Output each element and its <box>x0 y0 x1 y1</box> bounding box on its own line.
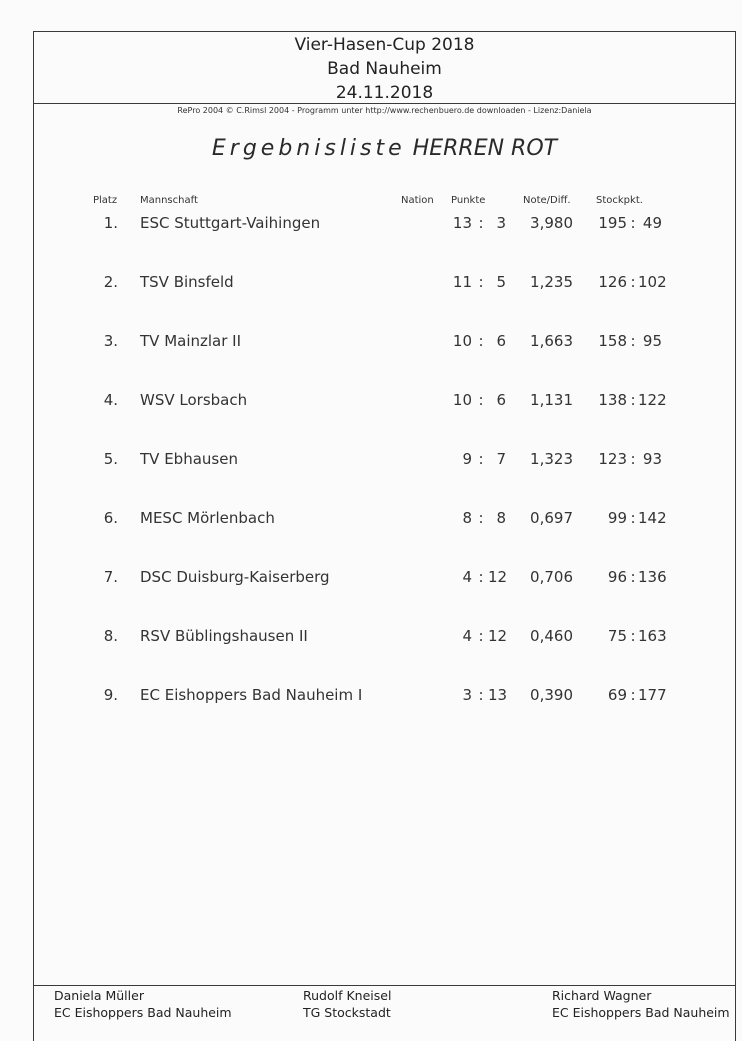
stock-points-for: 75 <box>607 627 627 645</box>
stock-separator: : <box>630 391 636 409</box>
points-separator: : <box>478 568 484 586</box>
points-against: 6 <box>496 391 506 409</box>
table-row <box>0 450 742 474</box>
stock-separator: : <box>630 214 636 232</box>
stock-points-for: 123 <box>598 450 627 468</box>
points-separator: : <box>478 391 484 409</box>
team-name: ESC Stuttgart-Vaihingen <box>140 214 321 232</box>
stock-separator: : <box>630 686 636 704</box>
table-row <box>0 509 742 533</box>
event-location: Bad Nauheim <box>327 59 442 79</box>
stock-points-for: 99 <box>607 509 627 527</box>
quotient: 0,390 <box>530 686 573 704</box>
points-separator: : <box>478 273 484 291</box>
points-against: 5 <box>496 273 506 291</box>
points-for: 9 <box>462 450 472 468</box>
rank: 8. <box>103 627 118 645</box>
quotient: 1,663 <box>530 332 573 350</box>
points-against: 8 <box>496 509 506 527</box>
stock-separator: : <box>630 509 636 527</box>
stock-separator: : <box>630 568 636 586</box>
stock-points-against: 163 <box>638 627 667 645</box>
team-name: TV Ebhausen <box>140 450 238 468</box>
stock-points-against: 142 <box>638 509 667 527</box>
stock-points-for: 138 <box>598 391 627 409</box>
page-heading <box>33 136 736 161</box>
heading-word-1: Ergebnisliste <box>211 136 406 161</box>
col-platz: Platz <box>93 195 118 206</box>
stock-points-for: 69 <box>607 686 627 704</box>
signature-name: Richard Wagner <box>552 988 652 1003</box>
team-name: RSV Büblingshausen II <box>140 627 308 645</box>
table-row <box>0 214 742 238</box>
quotient: 0,697 <box>530 509 573 527</box>
stock-points-against: 95 <box>642 332 662 350</box>
signature-name: Daniela Müller <box>54 988 144 1003</box>
points-for: 8 <box>462 509 472 527</box>
table-row <box>0 273 742 297</box>
quotient: 0,706 <box>530 568 573 586</box>
event-title: Vier-Hasen-Cup 2018 <box>294 35 475 55</box>
points-for: 4 <box>462 568 472 586</box>
signature-3 <box>552 987 730 1021</box>
rank: 1. <box>103 214 118 232</box>
stock-points-against: 102 <box>638 273 667 291</box>
event-date: 24.11.2018 <box>335 83 434 103</box>
points-for: 11 <box>452 273 472 291</box>
points-separator: : <box>478 627 484 645</box>
footer-divider <box>33 985 736 986</box>
quotient: 1,235 <box>530 273 573 291</box>
points-against: 12 <box>488 568 508 586</box>
quotient: 0,460 <box>530 627 573 645</box>
col-stockpkt: Stockpkt. <box>596 195 643 206</box>
header-divider <box>33 103 736 104</box>
points-for: 13 <box>452 214 472 232</box>
stock-points-against: 122 <box>638 391 667 409</box>
stock-separator: : <box>630 273 636 291</box>
points-separator: : <box>478 686 484 704</box>
page-frame <box>33 31 736 1041</box>
signature-club: TG Stockstadt <box>303 1005 391 1020</box>
rank: 9. <box>103 686 118 704</box>
points-separator: : <box>478 450 484 468</box>
signature-club: EC Eishoppers Bad Nauheim <box>552 1005 730 1020</box>
rank: 5. <box>103 450 118 468</box>
quotient: 3,980 <box>530 214 573 232</box>
stock-points-against: 93 <box>642 450 662 468</box>
col-nation: Nation <box>401 195 434 206</box>
signature-2 <box>303 987 391 1021</box>
points-separator: : <box>478 332 484 350</box>
points-for: 3 <box>462 686 472 704</box>
points-against: 13 <box>488 686 508 704</box>
team-name: MESC Mörlenbach <box>140 509 275 527</box>
rank: 4. <box>103 391 118 409</box>
points-for: 4 <box>462 627 472 645</box>
table-row <box>0 686 742 710</box>
quotient: 1,131 <box>530 391 573 409</box>
rank: 2. <box>103 273 118 291</box>
team-name: TSV Binsfeld <box>140 273 234 291</box>
stock-points-for: 126 <box>598 273 627 291</box>
stock-points-against: 49 <box>642 214 662 232</box>
team-name: WSV Lorsbach <box>140 391 248 409</box>
points-against: 7 <box>496 450 506 468</box>
col-mannschaft: Mannschaft <box>140 195 198 206</box>
stock-separator: : <box>630 332 636 350</box>
stock-separator: : <box>630 627 636 645</box>
signature-club: EC Eishoppers Bad Nauheim <box>54 1005 232 1020</box>
points-separator: : <box>478 509 484 527</box>
col-punkte: Punkte <box>451 195 486 206</box>
rank: 7. <box>103 568 118 586</box>
points-against: 3 <box>496 214 506 232</box>
points-against: 12 <box>488 627 508 645</box>
points-for: 10 <box>452 332 472 350</box>
points-for: 10 <box>452 391 472 409</box>
stock-separator: : <box>630 450 636 468</box>
stock-points-for: 158 <box>598 332 627 350</box>
table-row <box>0 332 742 356</box>
table-row <box>0 391 742 415</box>
points-separator: : <box>478 214 484 232</box>
team-name: TV Mainzlar II <box>140 332 242 350</box>
stock-points-for: 96 <box>607 568 627 586</box>
quotient: 1,323 <box>530 450 573 468</box>
rank: 3. <box>103 332 118 350</box>
rank: 6. <box>103 509 118 527</box>
heading-word-2: HERREN ROT <box>412 136 558 161</box>
col-note: Note/Diff. <box>523 195 571 206</box>
team-name: DSC Duisburg-Kaiserberg <box>140 568 330 586</box>
stock-points-for: 195 <box>598 214 627 232</box>
points-against: 6 <box>496 332 506 350</box>
team-name: EC Eishoppers Bad Nauheim I <box>140 686 363 704</box>
signature-name: Rudolf Kneisel <box>303 988 392 1003</box>
table-row <box>0 627 742 651</box>
stock-points-against: 136 <box>638 568 667 586</box>
stock-points-against: 177 <box>638 686 667 704</box>
table-row <box>0 568 742 592</box>
software-credit: RePro 2004 © C.Rimsl 2004 - Programm unter http://www.rechenbuero.de downloaden - Lizenz:Daniela <box>177 106 592 115</box>
signature-1 <box>54 987 232 1021</box>
